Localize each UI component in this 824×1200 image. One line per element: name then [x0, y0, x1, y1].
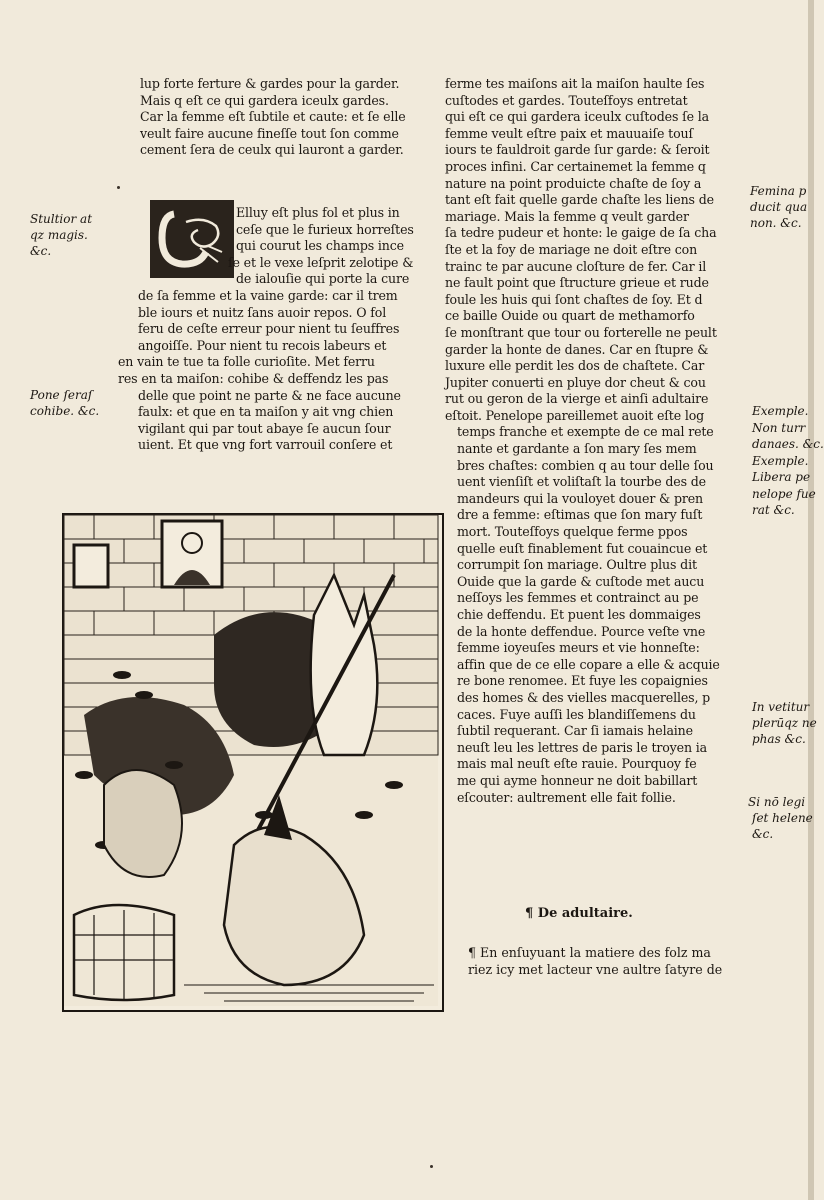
woodcut-illustration [62, 513, 444, 1012]
text-line: bres chaſtes: combien q au tour delle ſou [457, 457, 714, 473]
left-column-main [118, 205, 443, 454]
text-line: femme ioyeuſes meurs et vie honneſte: [457, 640, 700, 656]
text-line: quelle euſt finablement fut couaincue et [457, 540, 708, 556]
text-line: Jupiter conuerti en pluye dor cheut & cou [445, 374, 706, 390]
text-line: rut ou geron de la vierge et ainſi adultaire [445, 391, 709, 407]
text-line: eſcouter: aultrement elle fait follie. [457, 789, 676, 805]
text-line: uent vienſiſt et voliſtaſt la tourbe des de [457, 474, 706, 490]
margin-gloss: Exemple. [752, 404, 809, 418]
text-line: mariage. Mais la femme q veult garder [445, 208, 689, 224]
margin-gloss: danaes. &c. [752, 437, 824, 451]
text-line: ferme tes maiſons ait la maiſon haulte ſes [445, 76, 705, 91]
left-column-top [140, 76, 440, 159]
margin-gloss: phas &c. [752, 732, 806, 746]
text-line: ſe monſtrant que tour ou forterelle ne peult [445, 324, 717, 340]
text-line: Car la femme eſt ſubtile et caute: et ſe elle [140, 109, 406, 125]
text-line: res en ta maiſon: cohibe & deffendz les pas [118, 370, 389, 386]
text-line: ce baille Ouide ou quart de methamorfo [445, 308, 695, 324]
text-line: neſſoys les femmes et contrainct au pe [457, 590, 699, 606]
text-line: ¶ En enſuyuant la matiere des folz ma [468, 945, 711, 960]
text-line: delle que point ne parte & ne face aucune [138, 387, 401, 403]
text-line: vigilant qui par tout abaye ſe aucun ſour [138, 420, 391, 436]
text-line: riez icy met lacteur vne aultre ſatyre de [468, 962, 723, 977]
text-line: femme veult eſtre paix et mauuaiſe touſ [445, 125, 693, 141]
margin-gloss: &c. [752, 827, 774, 841]
margin-gloss: In vetitur [752, 700, 810, 714]
text-line: tant eſt fait quelle garde chaſte les liens de [445, 192, 714, 208]
text-line: de ſa femme et la vaine garde: car il trem [138, 287, 398, 303]
text-line: lup forte ferture & gardes pour la garder. [140, 76, 400, 91]
text-line: foule les huis qui ſont chaſtes de ſoy. Et d [445, 291, 703, 307]
text-line: feru de ceſte erreur pour nient tu ſeuffres [138, 321, 400, 337]
margin-gloss: rat &c. [752, 503, 795, 517]
ink-speck [430, 1165, 433, 1168]
ink-speck [117, 186, 120, 189]
margin-gloss: Si nō legi [748, 795, 806, 809]
text-line: trainc te par aucune cloſture de fer. Car il [445, 258, 707, 274]
pilcrow-icon: ¶ [468, 945, 481, 960]
margin-gloss: Exemple. [752, 454, 809, 468]
margin-gloss: Pone ſeraſ [30, 388, 93, 402]
margin-gloss: non. &c. [750, 216, 802, 230]
text-line: ne fault point que ſtructure grieue et rude [445, 275, 709, 291]
text-line: cement ſera de ceulx qui lauront a garder. [140, 142, 404, 158]
margin-gloss: Stultior at [30, 212, 93, 226]
margin-gloss: cohibe. &c. [30, 404, 100, 418]
text-line: de ialouſie qui porte la cure [236, 271, 410, 287]
page-edge [808, 0, 814, 1200]
margin-gloss: plerūqz ne [752, 716, 817, 730]
text-line: temps franche et exempte de ce mal rete [457, 424, 714, 440]
text-line: en vain te tue ta folle curioſite. Met ferru [118, 354, 375, 370]
margin-gloss: nelope fue [752, 487, 816, 501]
text-line: garder la honte de danes. Car en ſtupre & [445, 341, 709, 357]
text-line: ſubtil requerant. Car ſi iamais helaine [457, 723, 693, 739]
margin-gloss: ſet helene [752, 811, 813, 825]
text-line: faulx: et que en ta maiſon y ait vng chien [138, 404, 394, 420]
text-line: ſa tedre pudeur et honte: le gaige de ſa cha [445, 225, 717, 241]
text-line: Elluy eſt plus fol et plus in [236, 205, 400, 220]
text-line: ble iours et nuitz ſans auoir repos. O fol [138, 304, 387, 320]
text-line: mandeurs qui la vouloyet douer & pren [457, 490, 704, 506]
margin-gloss: Femina p [750, 184, 807, 198]
text-line: re bone renomee. Et fuye les copaignies [457, 673, 708, 689]
bottom-paragraph [468, 944, 768, 978]
text-line: eſtoit. Penelope pareillemet auoit eſte log [445, 407, 705, 423]
text-line: corrumpit ſon mariage. Oultre plus dit [457, 557, 697, 573]
text-line: me qui ayme honneur ne doit babillart [457, 772, 698, 788]
text-line: ceſe que le furieux horreſtes [236, 221, 414, 237]
text-line: mort. Touteſfoys quelque ferme ppos [457, 524, 688, 540]
text-line: Mais q eſt ce qui gardera iceulx gardes. [140, 92, 389, 108]
text-line: des homes & des vielles macquerelles, p [457, 689, 711, 705]
text-line: qui eſt ce qui gardera iceulx cuſtodes ſe la [445, 109, 710, 125]
text-line: chie deffendu. Et puent les dommaiges [457, 607, 701, 622]
text-line: luxure elle perdit les dos de chaſtete. Car [445, 358, 705, 374]
text-line: cuſtodes et gardes. Touteſfoys entretat [445, 92, 688, 108]
text-line: mais mal neuſt eſte rauie. Pourquoy fe [457, 756, 697, 772]
text-line: iours te fauldroit garde ſur garde: & ſeroit [445, 142, 710, 158]
text-line: affin que de ce elle copare a elle & acquie [457, 656, 720, 672]
text-line: nante et gardante a ſon mary ſes mem [457, 441, 697, 457]
text-line: veult faire aucune fineſſe tout ſon comme [140, 125, 399, 141]
right-column [445, 76, 745, 806]
text-line: angoiſſe. Pour nient tu recois labeurs et [138, 337, 387, 353]
text-line: proces infini. Car certainemet la femme q [445, 158, 706, 174]
margin-gloss: Libera pe [752, 470, 811, 484]
text-line: de la honte deffendue. Pource veſte vne [457, 623, 706, 639]
text-line: nature na point produicte chaſte de ſoy a [445, 175, 702, 191]
text-line: ſe et le vexe leſprit zelotipe & [228, 254, 414, 270]
text-line: dre a femme: eſtimas que ſon mary fuſt [457, 507, 703, 523]
text-line: caces. Fuye auſſi les blandiſſemens du [457, 706, 696, 722]
text-line: uient. Et que vng fort varrouil conſere et [138, 437, 393, 453]
text-line: qui courut les champs ince [236, 238, 404, 254]
margin-gloss: qz magis. [30, 228, 88, 242]
pilcrow-icon: ¶ [525, 906, 538, 921]
text-line: neuſt leu les lettres de paris le troyen ia [457, 739, 708, 755]
text-line: Ouide que la garde & cuſtode met aucu [457, 573, 705, 589]
section-heading: ¶ De adultaire. [525, 906, 633, 921]
margin-gloss: Non turr [752, 421, 806, 435]
margin-gloss: &c. [30, 244, 52, 258]
text-line: ſte et la foy de mariage ne doit eſtre con [445, 241, 698, 257]
margin-gloss: ducit qua [750, 200, 808, 214]
